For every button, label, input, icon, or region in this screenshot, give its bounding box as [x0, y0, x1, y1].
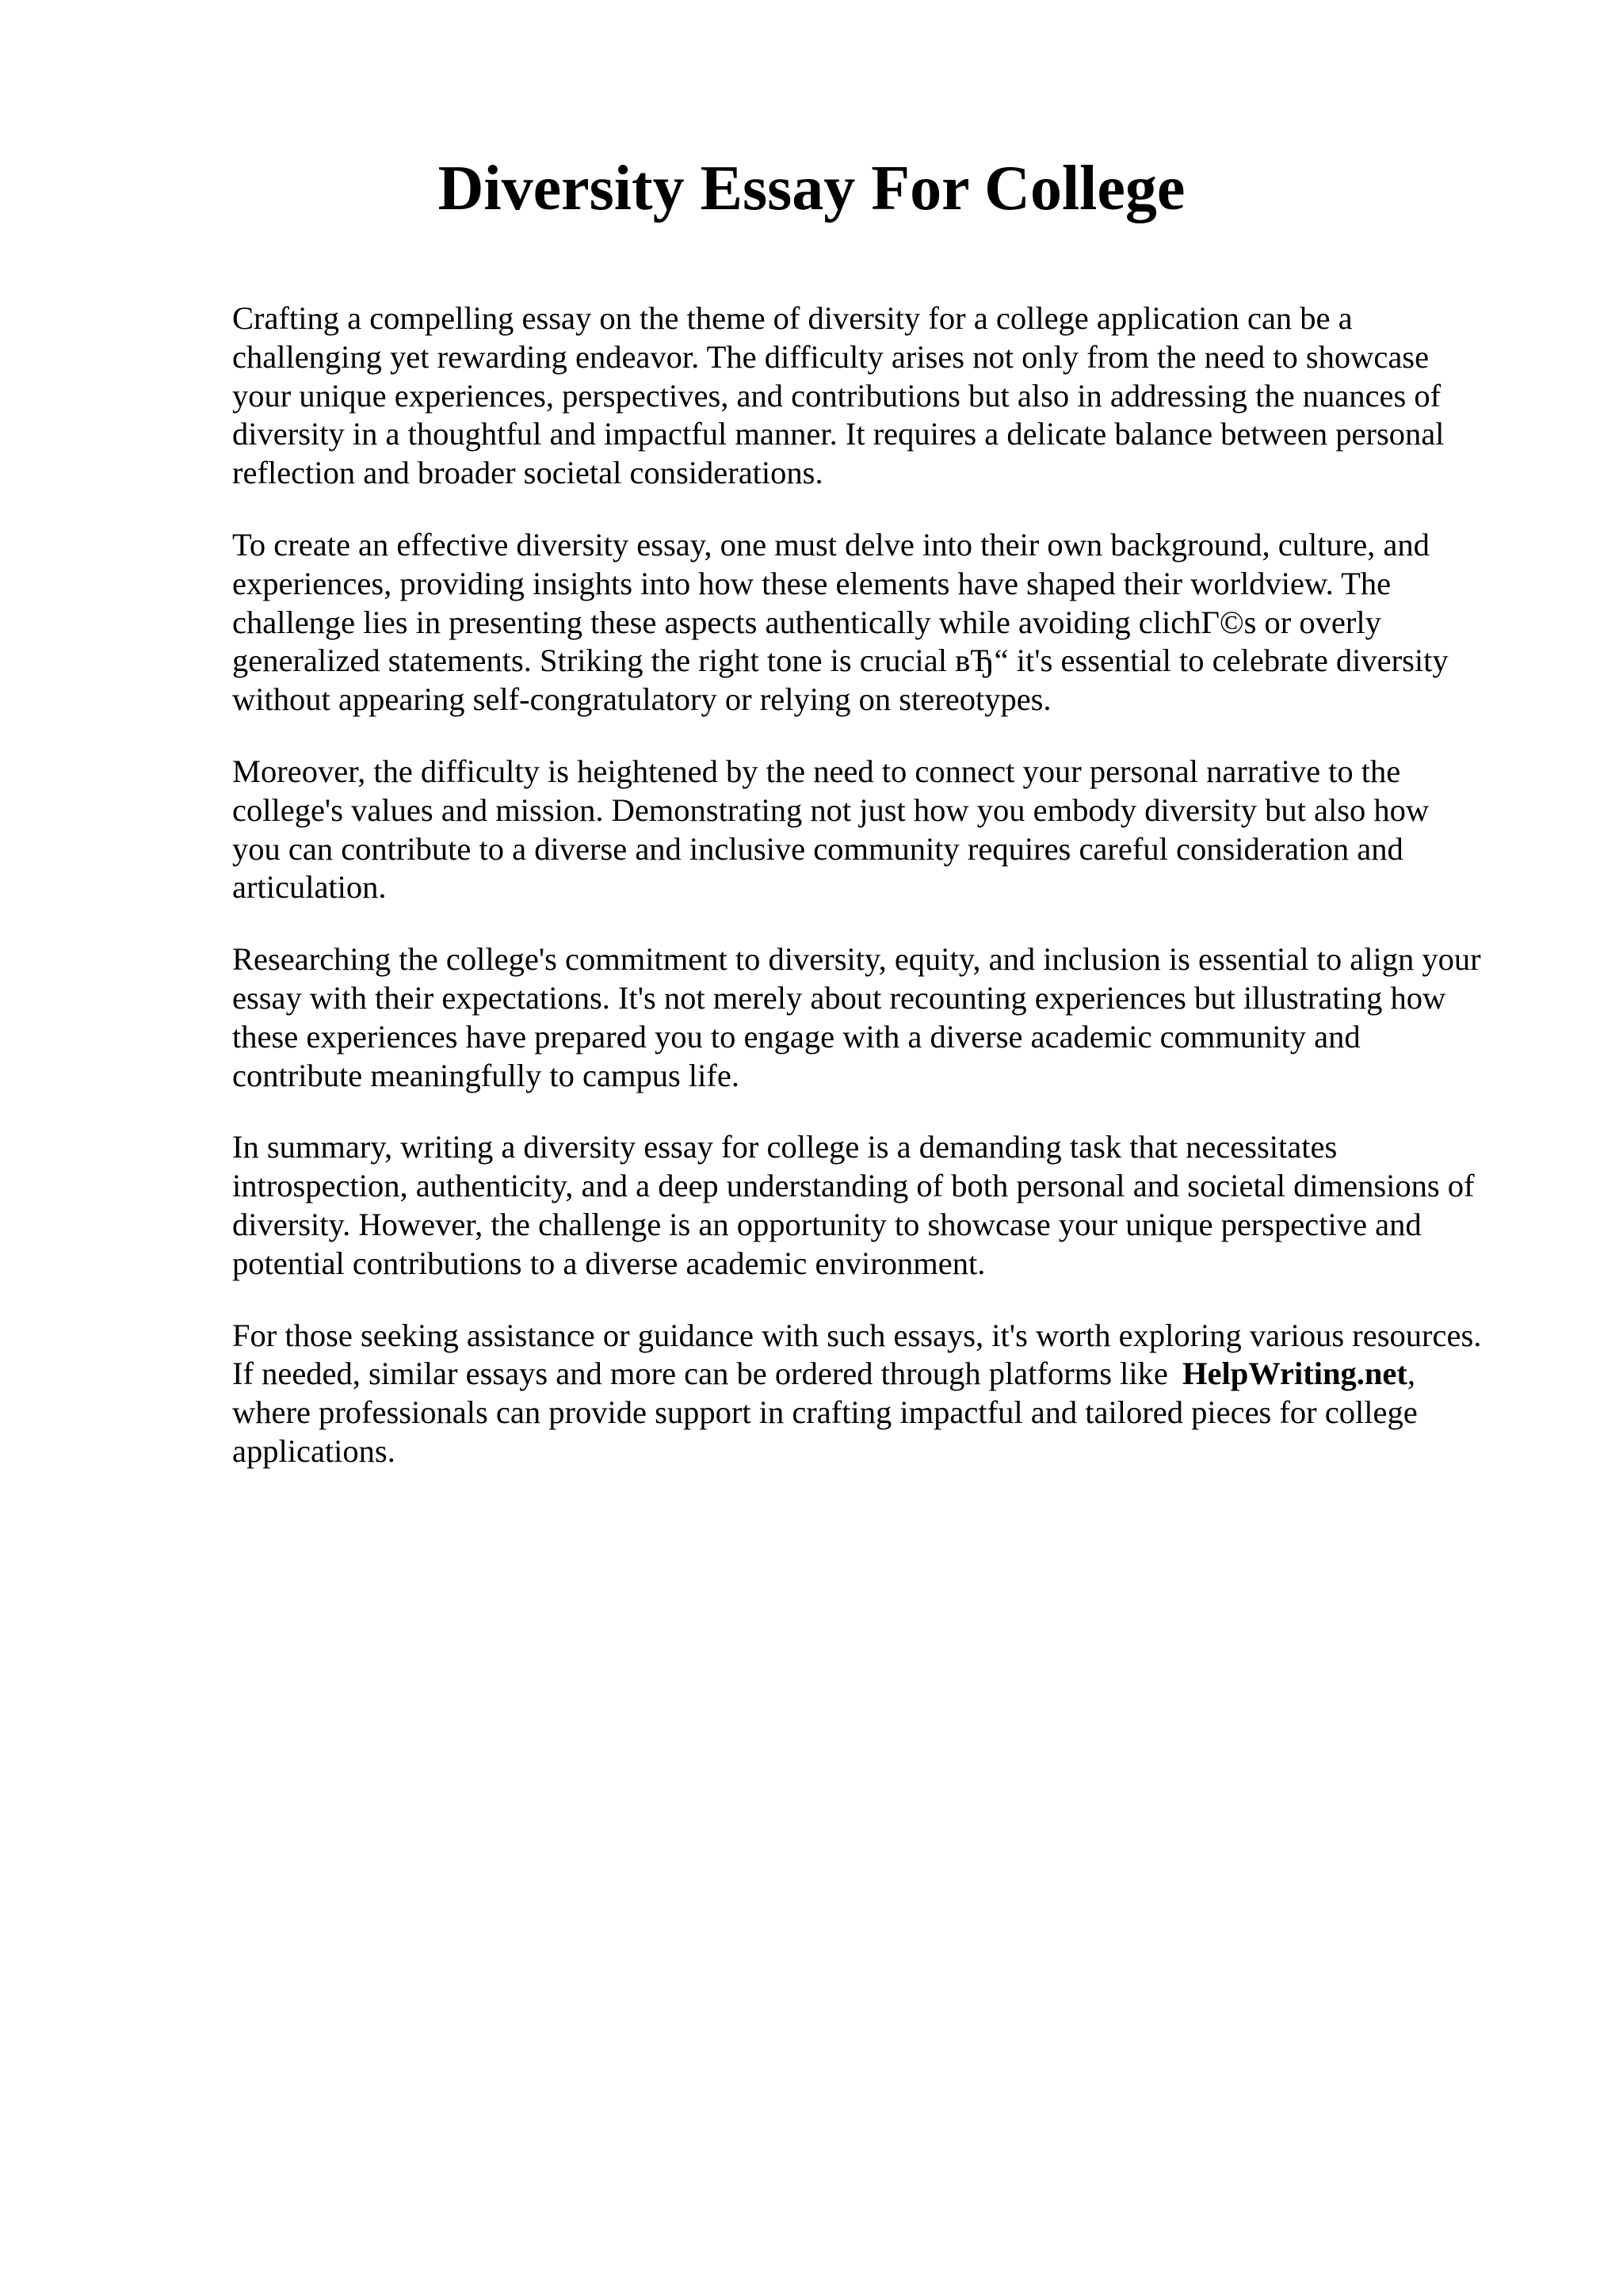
paragraph-3 — [232, 753, 1548, 907]
text-segment: , — [1407, 1356, 1415, 1392]
text-line: college's values and mission. Demonstrating not just how you embody diversity but also how — [232, 791, 1430, 828]
page-title: Diversity Essay For College — [437, 154, 1186, 223]
text-line: contribute meaningfully to campus life. — [232, 1057, 739, 1093]
text-line: In summary, writing a diversity essay for college is a demanding task that necessitates — [232, 1129, 1338, 1165]
text-line: Moreover, the difficulty is heightened by the need to connect your personal narrative to the — [232, 753, 1401, 789]
text-line: you can contribute to a diverse and inclusive community requires careful consideration and — [232, 830, 1403, 867]
paragraph-closing — [232, 1317, 1548, 1471]
paragraph-4 — [232, 940, 1548, 1095]
paragraph-1 — [232, 299, 1548, 493]
text-line: challenge lies in presenting these aspects authentically while avoiding clichГ©s or overly — [232, 604, 1381, 640]
text-line: diversity. However, the challenge is an opportunity to showcase your unique perspective and — [232, 1206, 1422, 1242]
text-line: articulation. — [232, 869, 387, 906]
paragraph-2 — [232, 526, 1548, 719]
text-line: introspection, authenticity, and a deep understanding of both personal and societal dimensions of — [232, 1168, 1475, 1204]
text-line: Researching the college's commitment to diversity, equity, and inclusion is essential to align your — [232, 941, 1481, 978]
text-line: essay with their expectations. It's not merely about recounting experiences but illustrating how — [232, 979, 1446, 1016]
text-line: generalized statements. Striking the right tone is crucial вЂ“ it's essential to celebrate diversity — [232, 643, 1449, 679]
text-line: applications. — [232, 1432, 395, 1469]
text-line: To create an effective diversity essay, one must delve into their own background, culture, and — [232, 526, 1430, 563]
text-line: diversity in a thoughtful and impactful manner. It requires a delicate balance between personal — [232, 416, 1445, 452]
essay-body — [232, 299, 1548, 1471]
text-line: your unique experiences, perspectives, and contributions but also in addressing the nuances of — [232, 377, 1442, 414]
text-line: potential contributions to a diverse academic environment. — [232, 1245, 986, 1281]
text-line: where professionals can provide support in crafting impactful and tailored pieces for college — [232, 1394, 1418, 1431]
text-line: experiences, providing insights into how these elements have shaped their worldview. The — [232, 565, 1392, 601]
text-line: reflection and broader societal considerations. — [232, 455, 823, 491]
text-line: challenging yet rewarding endeavor. The difficulty arises not only from the need to showcase — [232, 338, 1430, 375]
helpwriting-brand-link[interactable]: HelpWriting.net — [1182, 1356, 1407, 1392]
text-line: these experiences have prepared you to engage with a diverse academic community and — [232, 1018, 1361, 1055]
text-line: Crafting a compelling essay on the theme of diversity for a college application can be a — [232, 300, 1353, 336]
text-segment: If needed, similar essays and more can be ordered through platforms like — [232, 1356, 1168, 1392]
text-line: without appearing self-congratulatory or relying on stereotypes. — [232, 681, 1052, 718]
paragraph-5 — [232, 1128, 1548, 1283]
text-line-with-brand — [232, 1355, 1548, 1394]
text-line: For those seeking assistance or guidance with such essays, it's worth exploring various resources. — [232, 1317, 1482, 1353]
